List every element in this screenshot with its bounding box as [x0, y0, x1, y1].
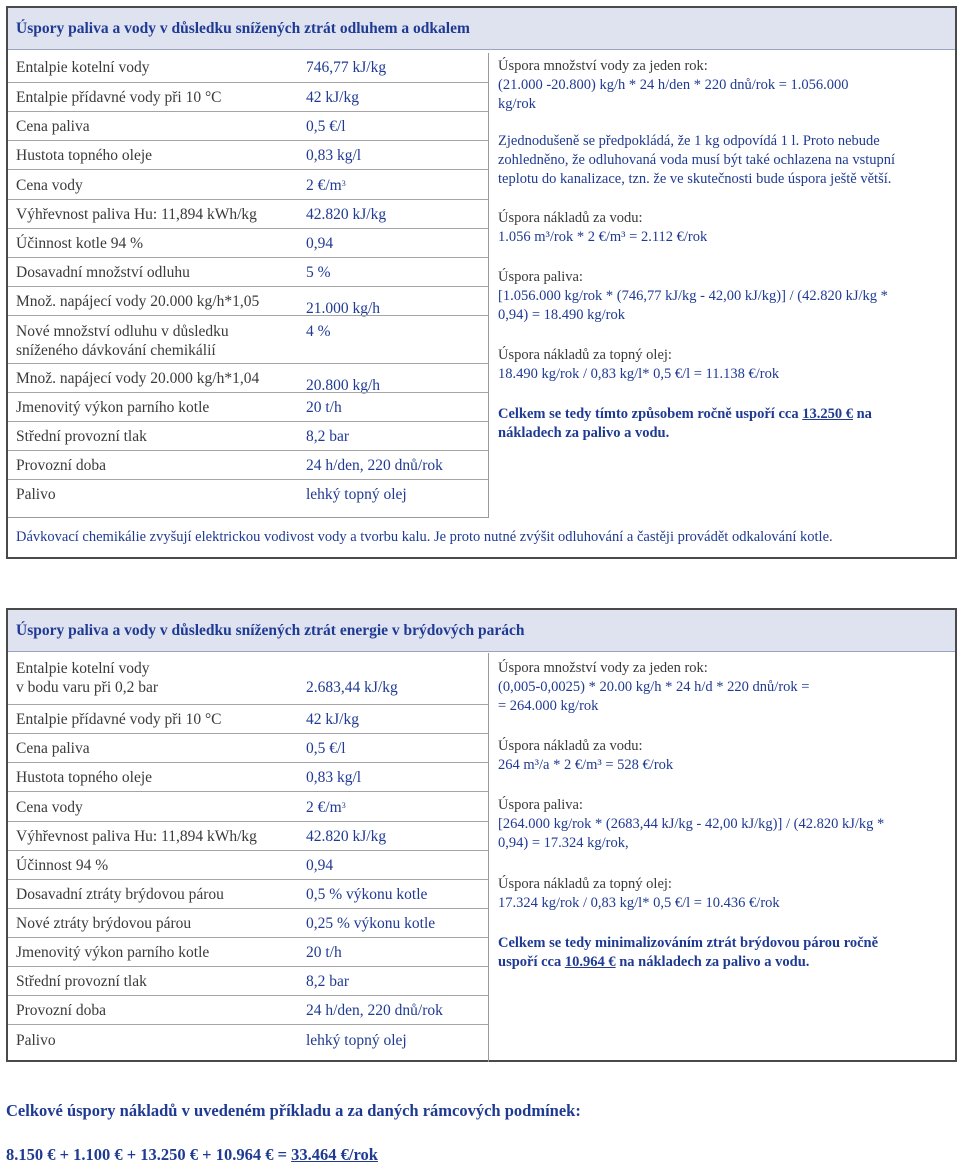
fuel-savings-title: Úspora paliva:: [498, 797, 583, 813]
parameter-value: 8,2 bar: [306, 973, 350, 990]
parameter-value: 0,83 kg/l: [306, 769, 362, 786]
simplification-note: zohledněno, že odluhovaná voda musí být také ochlazena na vstupní: [498, 152, 896, 168]
parameter-value: 42 kJ/kg: [306, 89, 359, 106]
parameter-value: 24 h/den, 220 dnů/rok: [306, 457, 443, 474]
parameter-label: Účinnost kotle 94 %: [16, 235, 143, 252]
parameter-value: 24 h/den, 220 dnů/rok: [306, 1002, 443, 1019]
parameter-label: Provozní doba: [16, 1002, 106, 1019]
parameter-label: Jmenovitý výkon parního kotle: [16, 944, 210, 961]
table-row: [8, 733, 488, 762]
parameter-value: 2 $€/m^3$: [306, 799, 346, 816]
total-savings-statement: Celkem se tedy tímto způsobem ročně uspoří cca 13.250 € na: [498, 406, 872, 422]
parameter-label: Cena paliva: [16, 740, 90, 757]
table-row: [8, 257, 488, 286]
parameter-value: lehký topný olej: [306, 486, 407, 503]
parameter-value: 2.683,44 kJ/kg: [306, 679, 398, 696]
parameter-value: 5 %: [306, 264, 331, 281]
parameter-value: 42.820 kJ/kg: [306, 206, 387, 223]
table-row: [8, 286, 488, 315]
parameter-label: Cena paliva: [16, 118, 90, 135]
table-row: [8, 762, 488, 791]
parameter-value: 21.000 kg/h: [306, 300, 381, 317]
section-flash-steam-savings: [6, 608, 957, 1062]
table-row: [8, 821, 488, 850]
parameter-label: Účinnost 94 %: [16, 857, 109, 874]
water-cost-line: 1.056 m³/rok * 2 €/m³ = 2.112 €/rok: [498, 229, 708, 245]
summary-equation: 8.150 € + 1.100 € + 13.250 € + 10.964 € = 33.464 €/rok: [6, 1145, 378, 1164]
table-row: [8, 653, 488, 704]
water-savings-line: kg/rok: [498, 96, 536, 112]
parameter-label: Množ. napájecí vody 20.000 kg/h*1,04: [16, 370, 260, 387]
parameter-label: Střední provozní tlak: [16, 973, 147, 990]
parameter-label: Cena vody: [16, 177, 83, 194]
parameter-value: 0,5 €/l: [306, 740, 346, 757]
parameter-label: Hustota topného oleje: [16, 147, 153, 164]
parameter-label: Entalpie kotelní vody v bodu varu při 0,2 bar: [16, 660, 159, 696]
oil-cost-line: 17.324 kg/rok / 0,83 kg/l* 0,5 €/l = 10.436 €/rok: [498, 895, 780, 911]
parameter-value: 0,25 % výkonu kotle: [306, 915, 436, 932]
total-savings-statement: Celkem se tedy minimalizováním ztrát brýdovou párou ročně: [498, 935, 879, 951]
section-title: Úspory paliva a vody v důsledku snížených ztrát energie v brýdových parách: [8, 610, 955, 652]
table-row: [8, 479, 488, 508]
parameter-value: 20 t/h: [306, 944, 342, 961]
table-row: [8, 363, 488, 392]
water-savings-line: (0,005-0,0025) * 20.00 kg/h * 24 h/d * 220 dnů/rok =: [498, 679, 810, 695]
parameter-value: 0,94: [306, 235, 334, 252]
simplification-note: Zjednodušeně se předpokládá, že 1 kg odpovídá 1 l. Proto nebude: [498, 133, 880, 149]
table-row: [8, 82, 488, 111]
parameter-label: Provozní doba: [16, 457, 106, 474]
parameter-label: Entalpie přídavné vody při 10 °C: [16, 89, 222, 106]
parameter-label: Jmenovitý výkon parního kotle: [16, 399, 210, 416]
parameter-label: Palivo: [16, 486, 56, 503]
parameter-value: 8,2 bar: [306, 428, 350, 445]
summary-total: 33.464 €/rok: [291, 1145, 378, 1164]
fuel-savings-line: 0,94) = 17.324 kg/rok,: [498, 835, 629, 851]
table-row: [8, 908, 488, 937]
parameter-value: 0,94: [306, 857, 334, 874]
parameter-value: 4 %: [306, 323, 331, 340]
water-savings-line: = 264.000 kg/rok: [498, 698, 599, 714]
parameter-label: Hustota topného oleje: [16, 769, 153, 786]
parameter-label: Nové ztráty brýdovou párou: [16, 915, 192, 932]
water-savings-title: Úspora množství vody za jeden rok:: [498, 660, 708, 676]
table-row: [8, 53, 488, 82]
parameter-label: Entalpie přídavné vody při 10 °C: [16, 711, 222, 728]
parameter-label: Cena vody: [16, 799, 83, 816]
water-cost-title: Úspora nákladů za vodu:: [498, 210, 643, 226]
chemicals-note: Dávkovací chemikálie zvyšují elektrickou vodivost vody a tvorbu kalu. Je proto nutné zvýšit odluhování a častěji provádět odkalování kotle.: [16, 529, 833, 545]
total-savings-statement: uspoří cca 10.964 € na nákladech za palivo a vodu.: [498, 954, 810, 970]
table-row: [8, 111, 488, 140]
fuel-savings-title: Úspora paliva:: [498, 269, 583, 285]
table-row: [8, 140, 488, 169]
total-savings-amount: 13.250 €: [802, 406, 853, 422]
section-blowdown-savings: [6, 6, 957, 559]
parameter-value: 0,83 kg/l: [306, 147, 362, 164]
table-row: [8, 704, 488, 733]
water-savings-title: Úspora množství vody za jeden rok:: [498, 58, 708, 74]
table-row: [8, 228, 488, 257]
parameter-label: Množ. napájecí vody 20.000 kg/h*1,05: [16, 293, 260, 310]
water-savings-line: (21.000 -20.800) kg/h * 24 h/den * 220 dnů/rok = 1.056.000: [498, 77, 849, 93]
section-title: Úspory paliva a vody v důsledku snížených ztrát odluhem a odkalem: [8, 8, 955, 50]
table-row: [8, 450, 488, 479]
parameters-table: [8, 653, 489, 1062]
fuel-savings-line: 0,94) = 18.490 kg/rok: [498, 307, 625, 323]
parameter-label: Dosavadní ztráty brýdovou párou: [16, 886, 224, 903]
fuel-savings-line: [1.056.000 kg/rok * (746,77 kJ/kg - 42,00 kJ/kg)] / (42.820 kJ/kg *: [498, 288, 888, 304]
table-row: [8, 995, 488, 1024]
fuel-savings-line: [264.000 kg/rok * (2683,44 kJ/kg - 42,00 kJ/kg)] / (42.820 kJ/kg *: [498, 816, 885, 832]
parameter-label: Nové množství odluhu v důsledku sníženého dávkování chemikálií: [16, 323, 229, 359]
parameter-value: 42.820 kJ/kg: [306, 828, 387, 845]
table-row: [8, 315, 488, 363]
table-row: [8, 791, 488, 821]
oil-cost-line: 18.490 kg/rok / 0,83 kg/l* 0,5 €/l = 11.138 €/rok: [498, 366, 780, 382]
parameter-label: Dosavadní množství odluhu: [16, 264, 190, 281]
table-row: [8, 392, 488, 421]
table-row: [8, 199, 488, 228]
parameter-value: 42 kJ/kg: [306, 711, 359, 728]
water-cost-title: Úspora nákladů za vodu:: [498, 738, 643, 754]
parameter-value: 0,5 % výkonu kotle: [306, 886, 428, 903]
simplification-note: teplotu do kanalizace, tzn. že ve skutečnosti bude úspora ještě větší.: [498, 171, 892, 187]
water-cost-line: 264 m³/a * 2 €/m³ = 528 €/rok: [498, 757, 674, 773]
parameter-label: Výhřevnost paliva Hu: 11,894 kWh/kg: [16, 206, 257, 223]
parameter-value: 746,77 kJ/kg: [306, 59, 387, 76]
oil-cost-title: Úspora nákladů za topný olej:: [498, 347, 672, 363]
table-row: [8, 879, 488, 908]
parameter-label: Palivo: [16, 1032, 56, 1049]
parameter-label: Entalpie kotelní vody: [16, 59, 150, 76]
summary-title: Celkové úspory nákladů v uvedeném příkladu a za daných rámcových podmínek:: [6, 1101, 581, 1120]
total-savings-amount: 10.964 €: [564, 954, 616, 970]
table-row: [8, 966, 488, 995]
table-row: [8, 1024, 488, 1054]
parameter-value: lehký topný olej: [306, 1032, 407, 1049]
parameter-value: 20.800 kg/h: [306, 377, 381, 394]
parameter-value: 0,5 €/l: [306, 118, 346, 135]
parameter-value: 2 $€/m^3$: [306, 177, 346, 194]
table-row: [8, 421, 488, 450]
table-row: [8, 169, 488, 199]
oil-cost-title: Úspora nákladů za topný olej:: [498, 876, 672, 892]
total-savings-statement: nákladech za palivo a vodu.: [498, 425, 670, 441]
table-row: [8, 937, 488, 966]
table-row: [8, 850, 488, 879]
parameter-label: Střední provozní tlak: [16, 428, 147, 445]
parameter-label: Výhřevnost paliva Hu: 11,894 kWh/kg: [16, 828, 257, 845]
parameters-table: [8, 53, 489, 518]
parameter-value: 20 t/h: [306, 399, 342, 416]
